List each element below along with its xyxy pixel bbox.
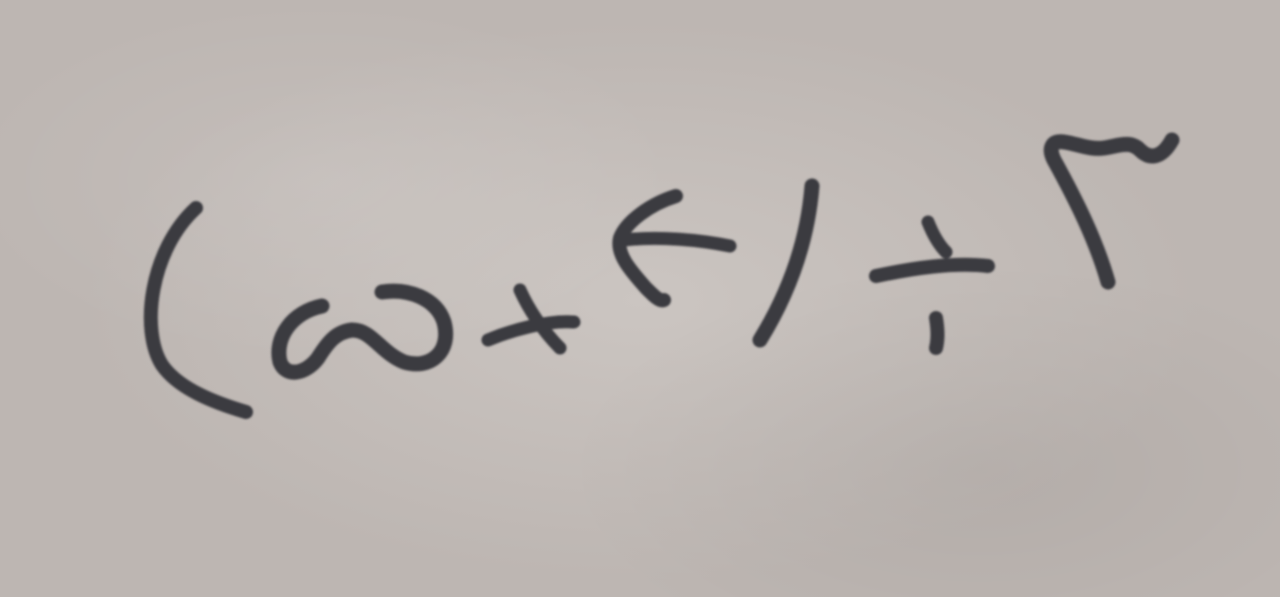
digit-four-stroke (624, 238, 730, 246)
digit-four-stroke (619, 196, 676, 300)
division-bar-stroke (876, 265, 988, 276)
open-parenthesis-stroke (151, 208, 246, 412)
plus-sign-stroke (488, 322, 574, 340)
close-parenthesis-stroke (760, 186, 812, 340)
digit-five-stroke (279, 291, 446, 372)
division-bottom-dot-stroke (936, 318, 938, 348)
division-top-dot-stroke (928, 222, 946, 252)
digit-three-stroke (1051, 140, 1172, 282)
